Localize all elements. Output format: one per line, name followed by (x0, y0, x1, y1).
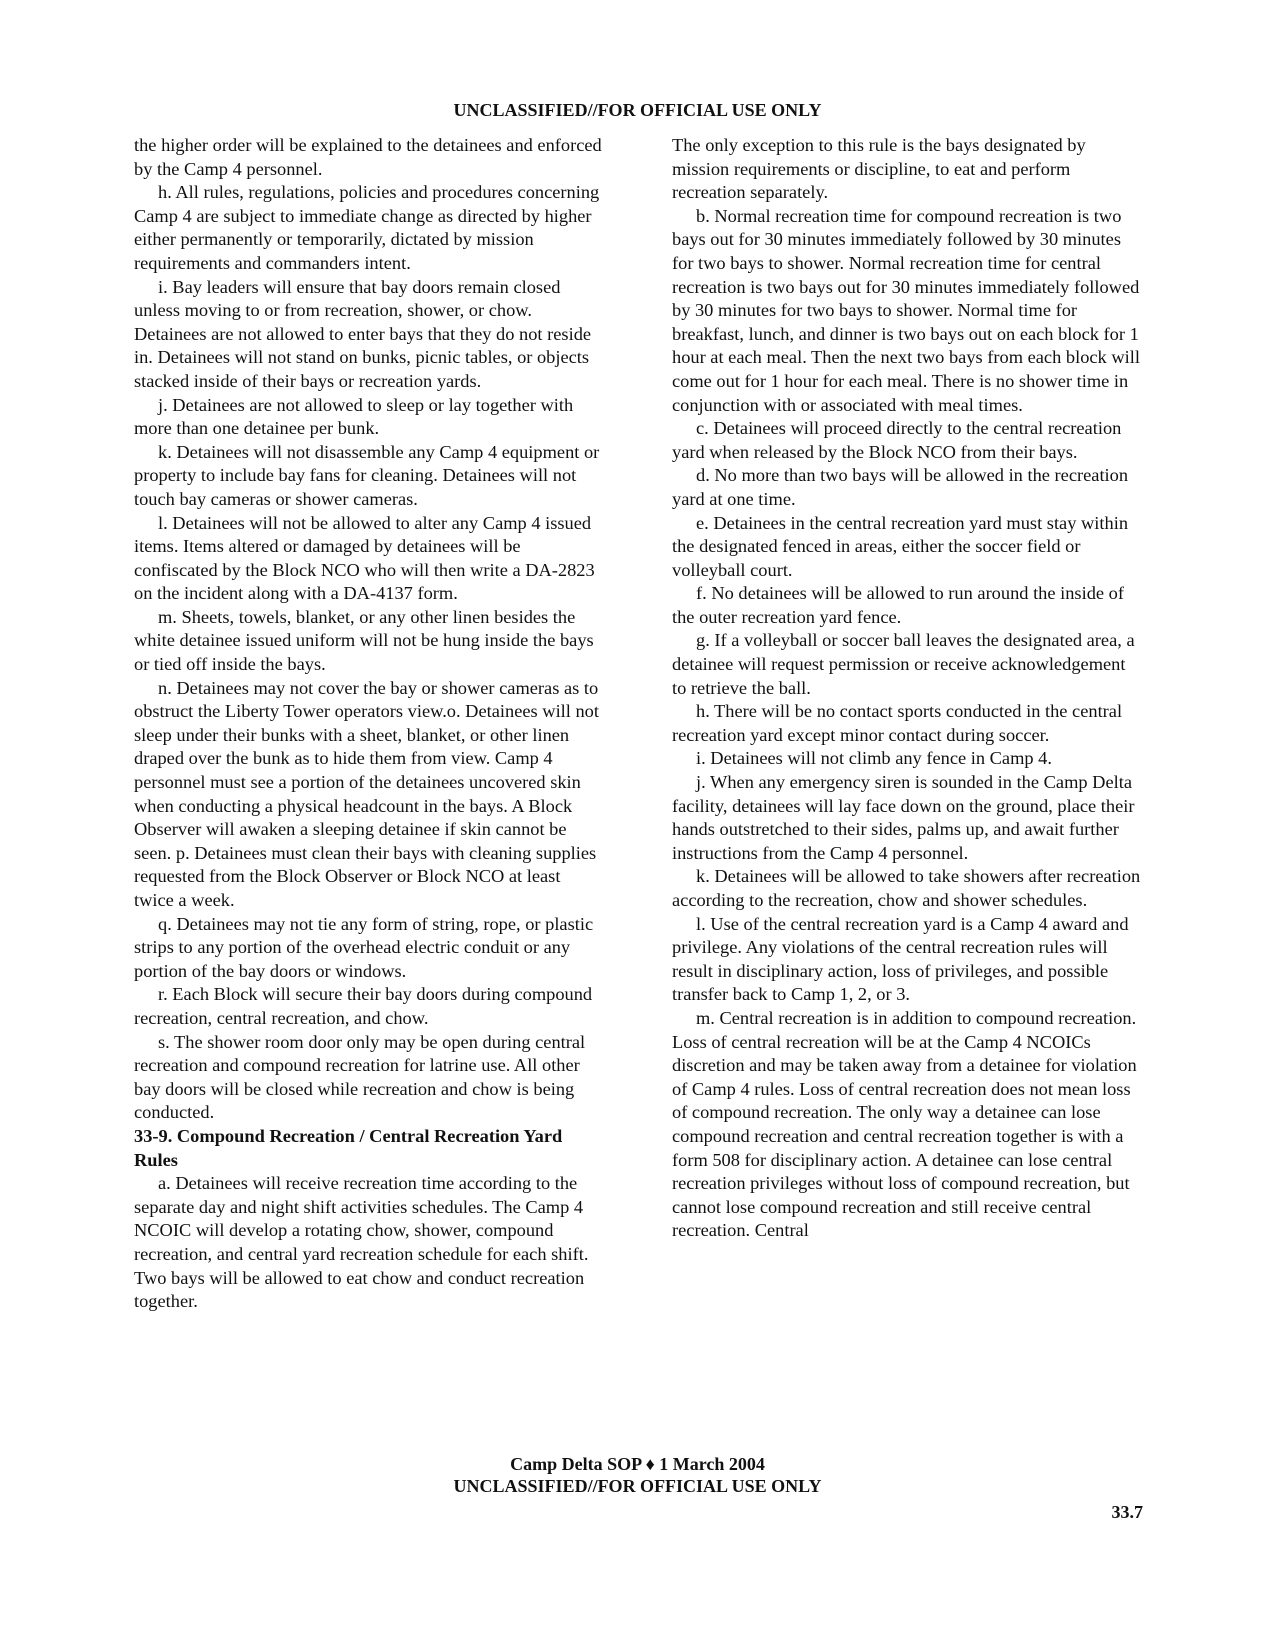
paragraph-b: b. Normal recreation time for compound recreation is two bays out for 30 minutes immediately followed by 30 minutes for two bays to shower. Normal recreation time for central recreation is two bays out for 30 minutes immediately followed by 30 minutes for two bays to shower. Normal time for breakfast, lunch, and dinner is two bays out on each block for 1 hour at each meal. Then the next two bays from each block will come out for 1 hour for each meal. There is no shower time in conjunction with or associated with meal times. (672, 205, 1140, 415)
paragraph-j: j. Detainees are not allowed to sleep or lay together with more than one detainee per bunk. (134, 394, 574, 439)
paragraph-continued: the higher order will be explained to the detainees and enforced by the Camp 4 personnel. (134, 135, 602, 179)
paragraph-k: k. Detainees will not disassemble any Camp 4 equipment or property to include bay fans for cleaning. Detainees will not touch bay cameras or shower cameras. (134, 441, 600, 509)
footer-document-title: Camp Delta SOP ♦ 1 March 2004 (510, 1454, 765, 1474)
paragraph-g: g. If a volleyball or soccer ball leaves the designated area, a detainee will request permission or receive acknowledgement to retrieve the ball. (672, 630, 1135, 698)
paragraph-d: d. No more than two bays will be allowed in the recreation yard at one time. (672, 465, 1129, 509)
footer-classification: UNCLASSIFIED//FOR OFFICIAL USE ONLY (453, 1476, 822, 1496)
header-classification: UNCLASSIFIED//FOR OFFICIAL USE ONLY (453, 100, 822, 120)
paragraph-l: l. Use of the central recreation yard is a Camp 4 award and privilege. Any violations of the central recreation rules will result in disciplinary action, loss of privileges, and possible transfer back to Camp 1, 2, or 3. (672, 913, 1129, 1005)
page-number: 33.7 (1111, 1502, 1143, 1522)
paragraph-f: f. No detainees will be allowed to run around the inside of the outer recreation yard fence. (672, 583, 1124, 627)
paragraph-k: k. Detainees will be allowed to take showers after recreation according to the recreation, chow and shower schedules. (672, 866, 1141, 910)
paragraph-s: s. The shower room door only may be open during central recreation and compound recreation for latrine use. All other bay doors will be closed while recreation and chow is being conducted. (134, 1031, 586, 1123)
paragraph-i: i. Detainees will not climb any fence in Camp 4. (696, 748, 1052, 769)
paragraph-h: h. All rules, regulations, policies and procedures concerning Camp 4 are subject to immediate change as directed by higher either permanently or temporarily, dictated by mission requirements and commanders intent. (134, 182, 600, 273)
footer (0, 1453, 1275, 1497)
paragraph-e: e. Detainees in the central recreation yard must stay within the designated fenced in areas, either the soccer field or volleyball court. (672, 512, 1129, 580)
paragraph-q: q. Detainees may not tie any form of string, rope, or plastic strips to any portion of the overhead electric conduit or any portion of the bay doors or windows. (134, 913, 594, 981)
paragraph-l: l. Detainees will not be allowed to alter any Camp 4 issued items. Items altered or damaged by detainees will be confiscated by the Block NCO who will then write a DA-2823 on the incident along with a DA-4137 form. (134, 512, 595, 604)
paragraph-c: c. Detainees will proceed directly to the central recreation yard when released by the Block NCO from their bays. (672, 418, 1122, 462)
paragraph-h: h. There will be no contact sports conducted in the central recreation yard except minor contact during soccer. (672, 701, 1123, 745)
paragraph-m: m. Sheets, towels, blanket, or any other linen besides the white detainee issued uniform will not be hung inside the bays or tied off inside the bays. (134, 606, 594, 675)
paragraph-j: j. When any emergency siren is sounded in the Camp Delta facility, detainees will lay face down on the ground, place their hands outstretched to their sides, palms up, and await further instructions from the Camp 4 personnel. (672, 772, 1135, 863)
paragraph-n: n. Detainees may not cover the bay or shower cameras as to obstruct the Liberty Tower operators view.o. Detainees will not sleep under their bunks with a sheet, blanket, or other linen draped over the bunk as to hide them from view. Camp 4 personnel must see a portion of the detainees uncovered skin when conducting a physical headcount in the bays. A Block Observer will awaken a sleeping detainee if skin cannot be seen. p. Detainees must clean their bays with cleaning supplies requested from the Block Observer or Block NCO at least twice a week. (134, 677, 599, 910)
left-column (134, 134, 604, 1314)
paragraph-a: a. Detainees will receive recreation time according to the separate day and night shift activities schedules. The Camp 4 NCOIC will develop a rotating chow, shower, compound recreation, and central yard recreation schedule for each shift. Two bays will be allowed to eat chow and conduct recreation together. (134, 1173, 589, 1312)
paragraph-i: i. Bay leaders will ensure that bay doors remain closed unless moving to or from recreation, shower, or chow. Detainees are not allowed to enter bays that they do not reside in. Detainees will not stand on bunks, picnic tables, or objects stacked inside of their bays or recreation yards. (134, 276, 592, 391)
section-heading: 33-9. Compound Recreation / Central Recreation Yard Rules (134, 1125, 563, 1170)
paragraph-continued: The only exception to this rule is the bays designated by mission requirements or discipline, to eat and perform recreation separately. (672, 135, 1086, 203)
right-column (672, 134, 1142, 1243)
paragraph-m: m. Central recreation is in addition to compound recreation. Loss of central recreation will be at the Camp 4 NCOICs discretion and may be taken away from a detainee for violation of Camp 4 rules. Loss of central recreation does not mean loss of compound recreation. The only way a detainee can lose compound recreation and central recreation together is with a form 508 for disciplinary action. A detainee can lose central recreation privileges without loss of compound recreation, but cannot lose compound recreation and still receive central recreation. Central (672, 1007, 1137, 1241)
paragraph-r: r. Each Block will secure their bay doors during compound recreation, central recreation, and chow. (134, 984, 593, 1028)
